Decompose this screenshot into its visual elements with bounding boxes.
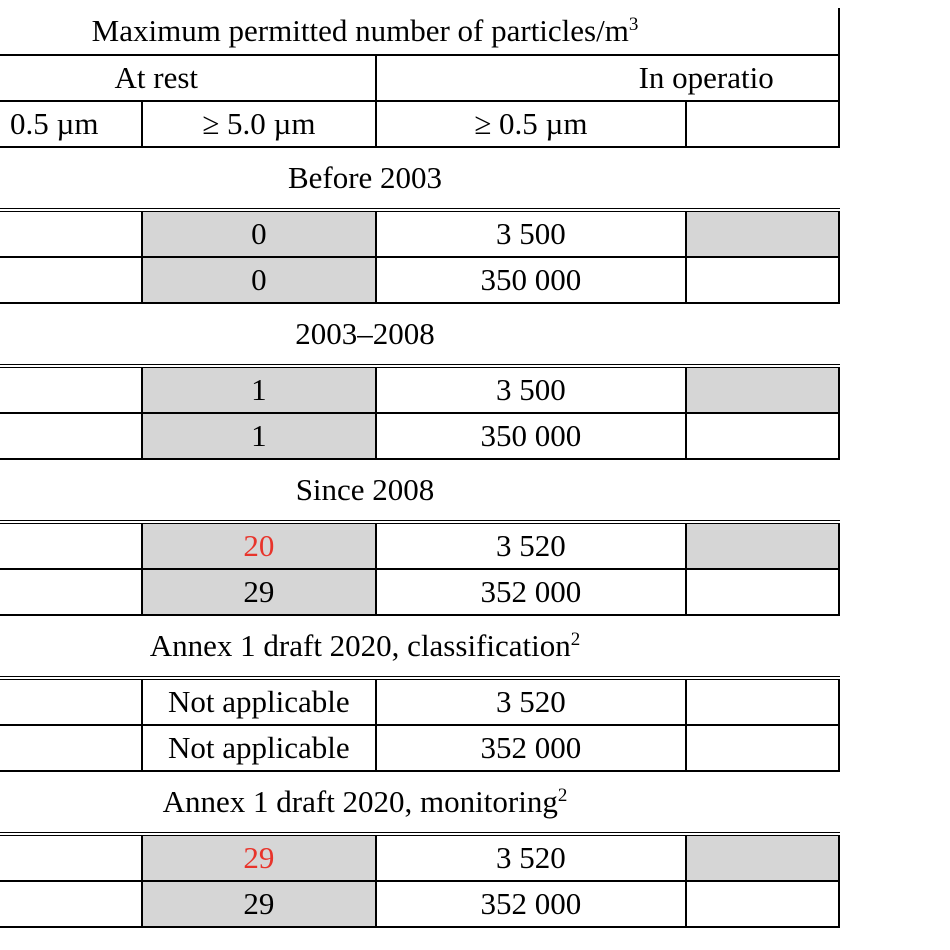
section-title-superscript: 2 <box>557 785 568 806</box>
table-cell-col3 <box>686 725 839 771</box>
table-row <box>0 366 839 413</box>
table-cell-col2: 3 520 <box>376 522 687 569</box>
table-cell-col2: 3 500 <box>376 366 687 413</box>
section-title <box>0 771 839 834</box>
table-cell-col1: 1 <box>142 413 376 459</box>
section-title <box>0 303 839 366</box>
table-cell-col3 <box>686 522 839 569</box>
table-cell-col1: Not applicable <box>142 725 376 771</box>
section-title <box>0 459 839 522</box>
table-cell-col3 <box>686 413 839 459</box>
table-cell-col2: 350 000 <box>376 413 687 459</box>
table-cell-col3 <box>686 257 839 303</box>
section-title-text: Before 2003 <box>287 160 443 195</box>
table-row <box>0 678 839 725</box>
section-title-text: 2003–2008 <box>295 316 435 351</box>
table-cell-col1: 1 <box>142 366 376 413</box>
table-cell-col2: 352 000 <box>376 569 687 615</box>
table-cell-col0 <box>0 834 142 881</box>
section-header-row <box>0 459 839 522</box>
table-cell-col0 <box>0 413 142 459</box>
table-cell-col1: 29 <box>142 569 376 615</box>
table-title-superscript: 3 <box>628 14 639 35</box>
section-title <box>0 615 839 678</box>
section-header-row <box>0 147 839 210</box>
section-title <box>0 147 839 210</box>
table-cell-col0 <box>0 257 142 303</box>
table-row <box>0 257 839 303</box>
col-header-op-50 <box>686 101 839 147</box>
group-header-at-rest: At rest <box>0 55 376 101</box>
table-cell-col0 <box>0 881 142 927</box>
table-cell-col1: 20 <box>142 522 376 569</box>
table-cell-col2: 3 520 <box>376 834 687 881</box>
section-title-text: Annex 1 draft 2020, monitoring <box>162 784 558 819</box>
table-cell-col1: 29 <box>142 834 376 881</box>
table-cell-col3 <box>686 834 839 881</box>
table-row <box>0 413 839 459</box>
table-title-text: Maximum permitted number of particles/m <box>91 13 629 48</box>
section-title-text: Annex 1 draft 2020, classification <box>149 628 571 663</box>
table-cell-col0 <box>0 725 142 771</box>
table-row <box>0 522 839 569</box>
section-header-row <box>0 771 839 834</box>
table-row <box>0 210 839 257</box>
table-row <box>0 725 839 771</box>
table-title-row <box>0 8 839 55</box>
table-cell-col1: 0 <box>142 257 376 303</box>
table-cell-col3 <box>686 210 839 257</box>
table-cell-col2: 3 520 <box>376 678 687 725</box>
table-row <box>0 834 839 881</box>
section-title-text: Since 2008 <box>295 472 435 507</box>
table-row <box>0 569 839 615</box>
col-header-op-05: ≥ 0.5 µm <box>376 101 687 147</box>
section-title-superscript: 2 <box>570 629 581 650</box>
table-cell-col3 <box>686 366 839 413</box>
column-header-row <box>0 101 839 147</box>
section-header-row <box>0 615 839 678</box>
table-cell-col0 <box>0 569 142 615</box>
table-cell-col0 <box>0 210 142 257</box>
col-header-rest-50: ≥ 5.0 µm <box>142 101 376 147</box>
table-cell-col3 <box>686 678 839 725</box>
table-cell-col0 <box>0 366 142 413</box>
group-header-row <box>0 55 839 101</box>
col-header-rest-05: 0.5 µm <box>0 101 142 147</box>
table-cell-col1: Not applicable <box>142 678 376 725</box>
table-cell-col1: 29 <box>142 881 376 927</box>
table-cell-col0 <box>0 678 142 725</box>
table-cell-col2: 352 000 <box>376 725 687 771</box>
table-cell-col1: 0 <box>142 210 376 257</box>
table-cell-col3 <box>686 881 839 927</box>
particle-limits-table <box>0 8 840 928</box>
group-header-in-operation: In operatio <box>376 55 839 101</box>
table-cell-col2: 3 500 <box>376 210 687 257</box>
table-cell-col2: 352 000 <box>376 881 687 927</box>
table-cell-col2: 350 000 <box>376 257 687 303</box>
table-cell-col3 <box>686 569 839 615</box>
table-cell-col0 <box>0 522 142 569</box>
table-row <box>0 881 839 927</box>
section-header-row <box>0 303 839 366</box>
table-title <box>0 8 839 55</box>
